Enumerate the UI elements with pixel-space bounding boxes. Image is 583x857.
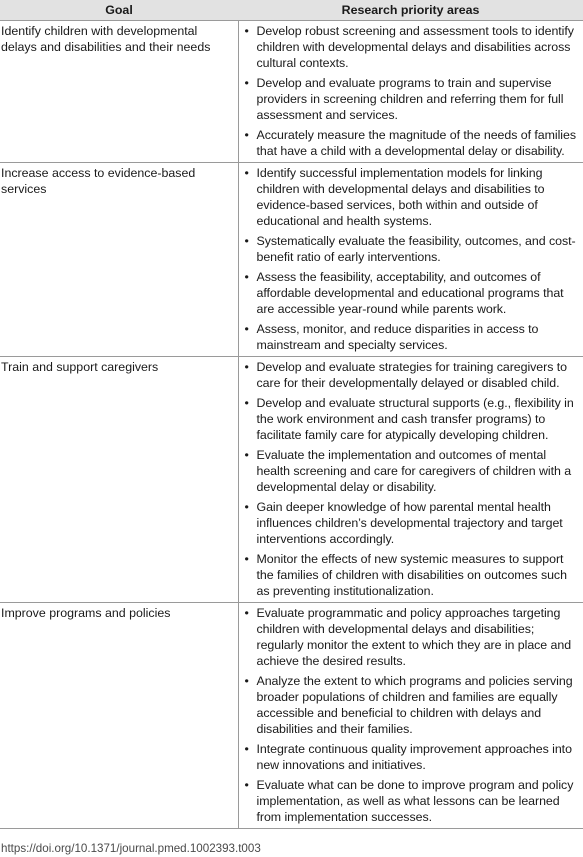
bullet-icon: • <box>244 270 249 284</box>
research-areas-cell <box>238 357 583 603</box>
priority-text: Assess the feasibility, acceptability, and outcomes of affordable developmental and educational programs that are accessible year-round while parents work. <box>256 270 564 316</box>
research-areas-cell <box>238 163 583 357</box>
bullet-icon: • <box>244 234 249 248</box>
priority-text: Develop and evaluate structural supports (e.g., flexibility in the work environment and cash transfer programs) to facilitate family care for atypically developing children. <box>256 396 574 442</box>
bullet-icon: • <box>244 24 249 38</box>
priority-list-item <box>245 269 582 317</box>
priority-list <box>245 23 582 159</box>
header-row <box>0 0 583 21</box>
research-areas-column-header: Research priority areas <box>238 0 583 21</box>
bullet-icon: • <box>244 500 249 514</box>
priority-list-item <box>245 741 582 773</box>
priority-text: Develop and evaluate programs to train and supervise providers in screening children and referring them for full assessment and services. <box>256 76 564 122</box>
research-areas-cell <box>238 21 583 163</box>
priority-text: Integrate continuous quality improvement approaches into new innovations and initiatives. <box>256 742 572 772</box>
bullet-icon: • <box>244 396 249 410</box>
priority-list-item <box>245 359 582 391</box>
priority-text: Gain deeper knowledge of how parental mental health influences children’s developmental trajectory and target interventions accordingly. <box>256 500 563 546</box>
priority-list <box>245 359 582 599</box>
doi-link[interactable]: https://doi.org/10.1371/journal.pmed.1002393.t003 <box>1 842 261 855</box>
priority-list <box>245 165 582 353</box>
priority-text: Develop and evaluate strategies for training caregivers to care for their developmentally delayed or disabled child. <box>256 360 567 390</box>
priority-list-item <box>245 673 582 737</box>
goal-cell: Improve programs and policies <box>0 603 238 829</box>
priority-text: Systematically evaluate the feasibility, outcomes, and cost-benefit ratio of early interventions. <box>256 234 576 264</box>
goal-cell: Train and support caregivers <box>0 357 238 603</box>
table-row <box>0 357 583 603</box>
priority-list-item <box>245 165 582 229</box>
priority-list-item <box>245 233 582 265</box>
priority-text: Evaluate what can be done to improve program and policy implementation, as well as what lessons can be learned from implementation successes. <box>256 778 574 824</box>
table-row <box>0 21 583 163</box>
table-row <box>0 163 583 357</box>
priority-text: Develop robust screening and assessment tools to identify children with developmental delays and disabilities across cultural contexts. <box>256 24 574 70</box>
priority-list-item <box>245 321 582 353</box>
research-areas-cell <box>238 603 583 829</box>
priority-text: Assess, monitor, and reduce disparities in access to mainstream and specialty services. <box>256 322 539 352</box>
bullet-icon: • <box>244 166 249 180</box>
priority-list <box>245 605 582 825</box>
table-row <box>0 603 583 829</box>
priority-list-item <box>245 551 582 599</box>
priority-list-item <box>245 499 582 547</box>
bullet-icon: • <box>244 552 249 566</box>
bullet-icon: • <box>244 448 249 462</box>
priority-text: Evaluate programmatic and policy approaches targeting children with developmental delays and disabilities; regularly monitor the extent to which they are in place and achieve the desired results. <box>256 606 572 668</box>
bullet-icon: • <box>244 778 249 792</box>
bullet-icon: • <box>244 742 249 756</box>
bullet-icon: • <box>244 128 249 142</box>
priority-list-item <box>245 777 582 825</box>
priority-text: Identify successful implementation models for linking children with developmental delays and disabilities to evidence-based services, both within and outside of educational and health systems. <box>256 166 545 228</box>
priority-list-item <box>245 605 582 669</box>
priority-text: Accurately measure the magnitude of the needs of families that have a child with a developmental delay or disability. <box>256 128 576 158</box>
bullet-icon: • <box>244 322 249 336</box>
priority-list-item <box>245 395 582 443</box>
table-body <box>0 21 583 829</box>
priority-text: Analyze the extent to which programs and policies serving broader populations of children and families are equally accessible and beneficial to children with delays and disabilities and their families. <box>256 674 573 736</box>
bullet-icon: • <box>244 76 249 90</box>
table-header <box>0 0 583 21</box>
bullet-icon: • <box>244 360 249 374</box>
priority-list-item <box>245 127 582 159</box>
bullet-icon: • <box>244 674 249 688</box>
priority-list-item <box>245 23 582 71</box>
goal-cell: Increase access to evidence-based services <box>0 163 238 357</box>
goal-column-header: Goal <box>0 0 238 21</box>
priority-list-item <box>245 75 582 123</box>
priority-list-item <box>245 447 582 495</box>
goal-cell: Identify children with developmental delays and disabilities and their needs <box>0 21 238 163</box>
priority-text: Monitor the effects of new systemic measures to support the families of children with disabilities on outcomes such as preventing institutionalization. <box>256 552 567 598</box>
bullet-icon: • <box>244 606 249 620</box>
priority-text: Evaluate the implementation and outcomes of mental health screening and care for caregivers of children with a developmental delay or disability. <box>256 448 572 494</box>
